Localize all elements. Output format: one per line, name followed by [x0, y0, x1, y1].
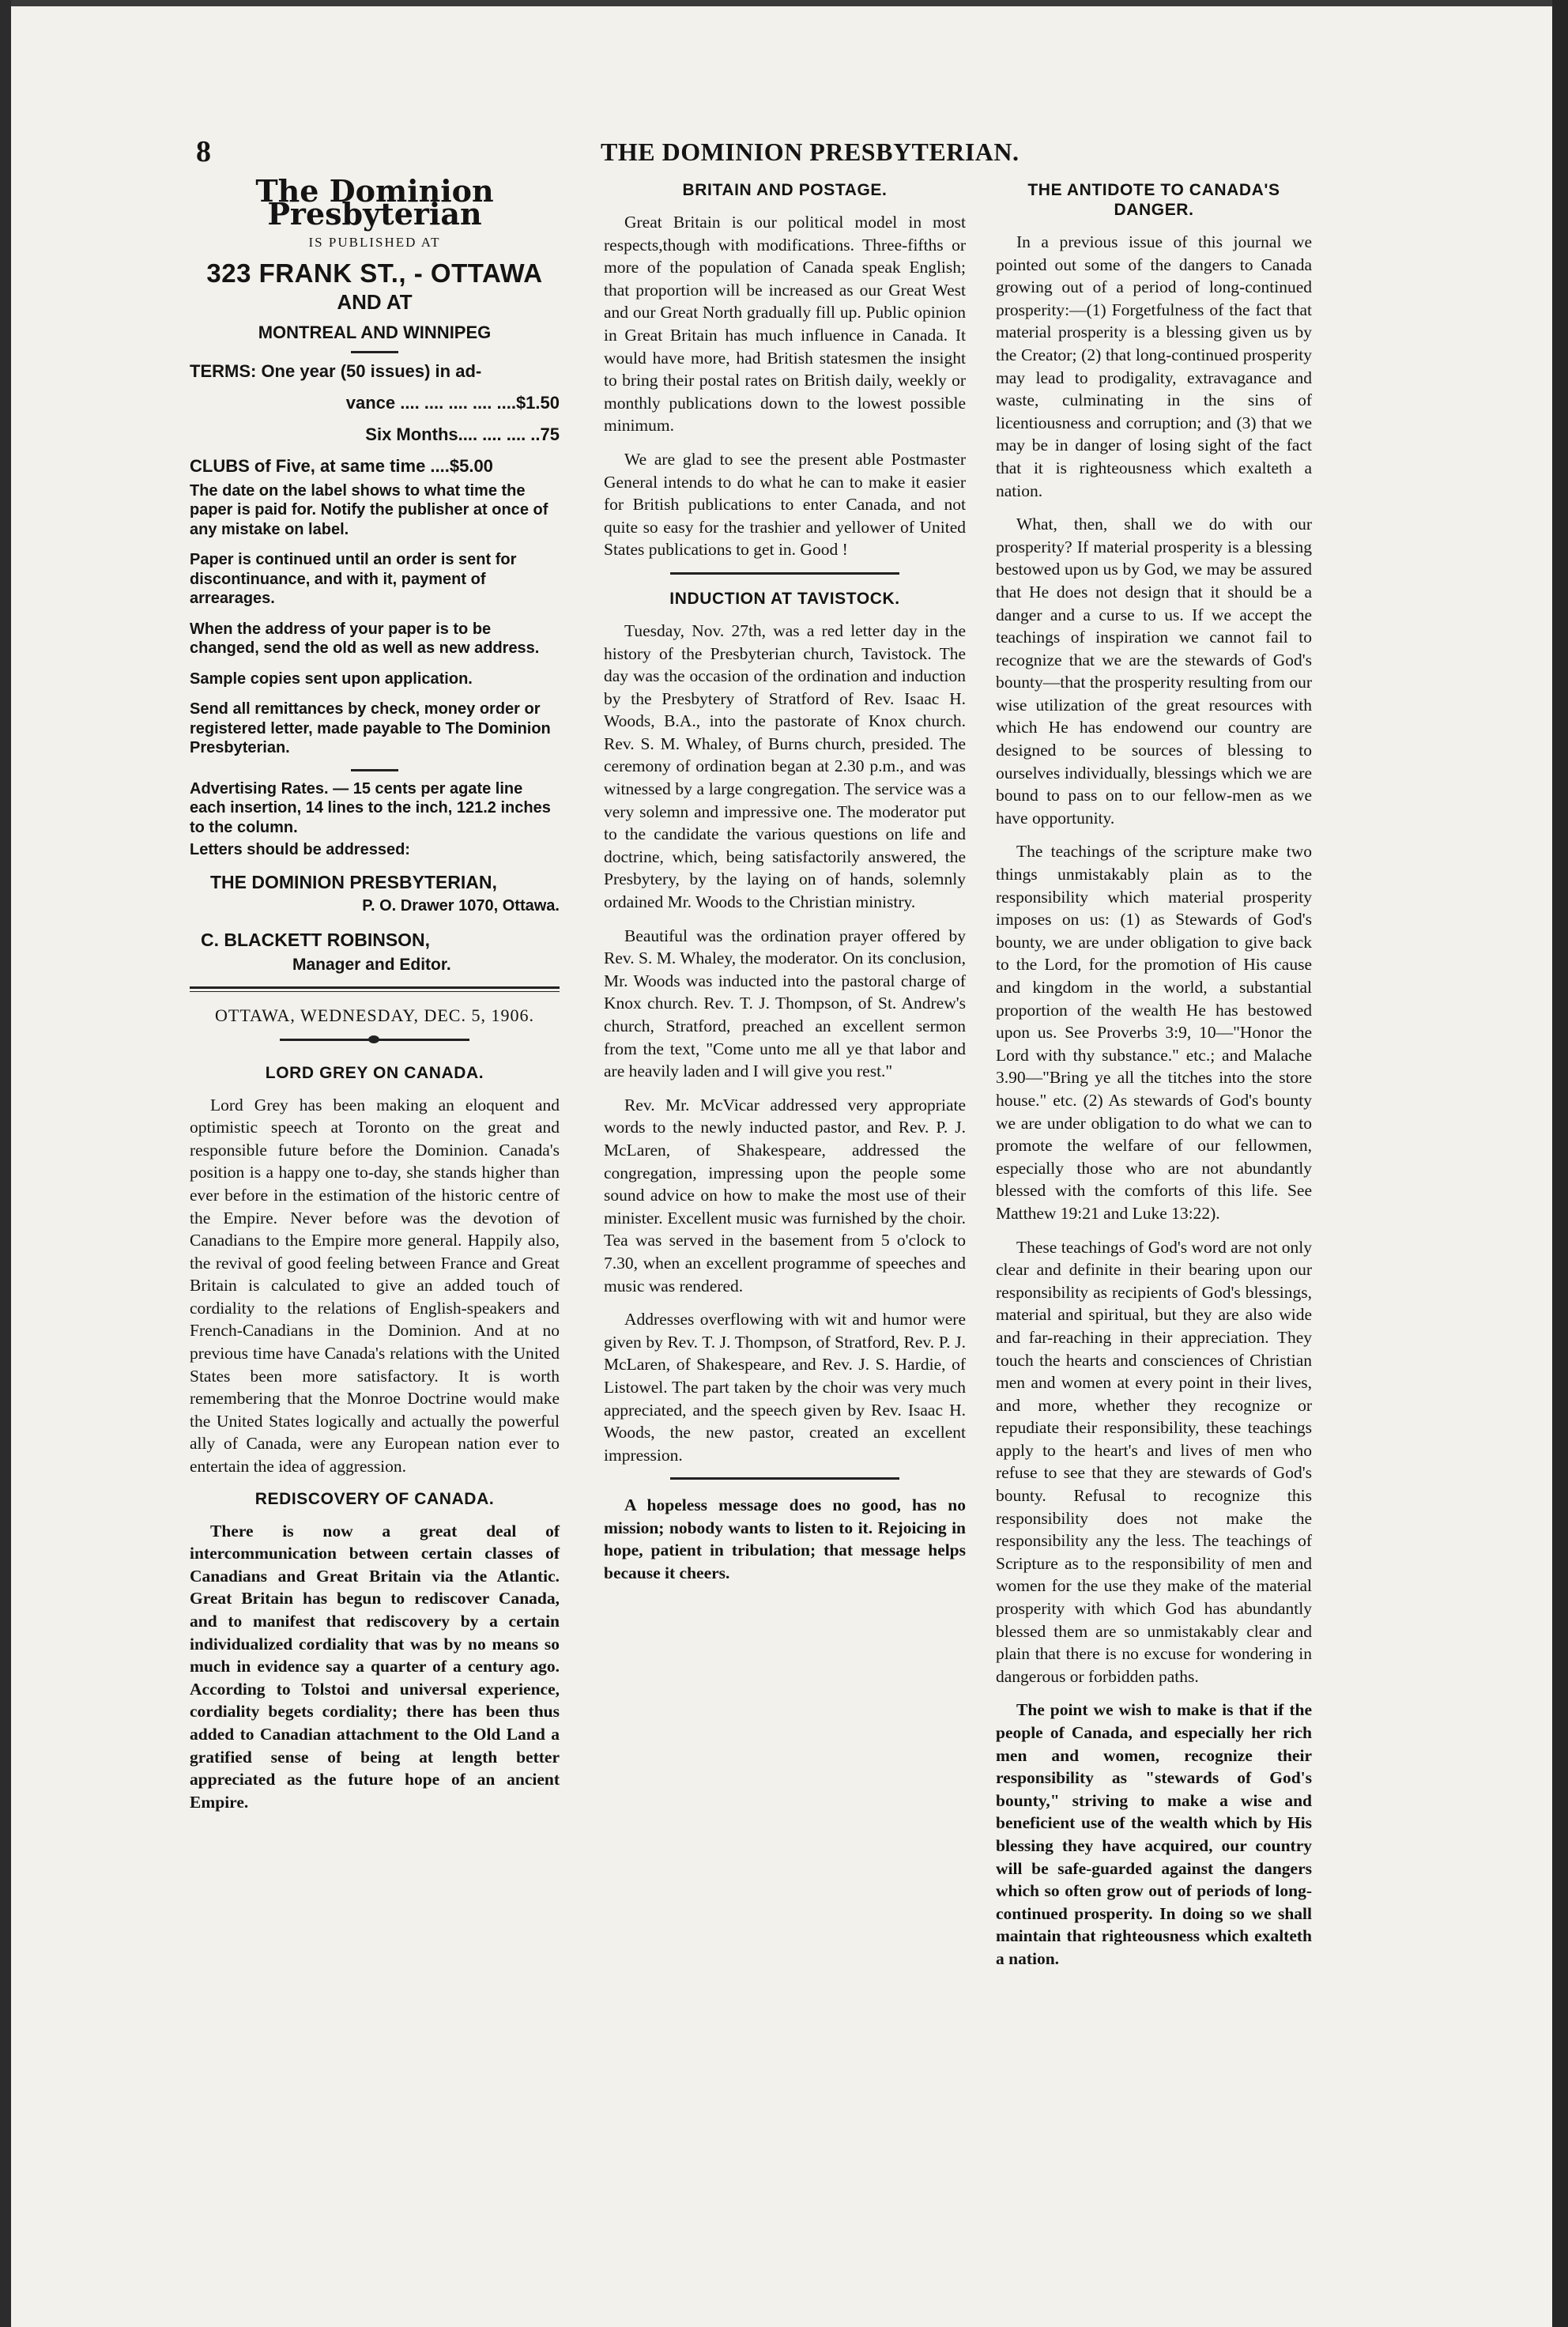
- column-middle: [604, 180, 966, 1596]
- terms-line-2: vance .... .... .... .... ....$1.50: [345, 392, 560, 413]
- masthead-cities: MONTREAL AND WINNIPEG: [258, 322, 492, 342]
- masthead-and-at: AND AT: [337, 290, 413, 315]
- heading-antidote: THE ANTIDOTE TO CANADA'S DANGER.: [1027, 181, 1280, 219]
- terms-line-3: Six Months.... .... .... ..75: [365, 424, 560, 444]
- britain-postage-paragraph-1: Great Britain is our political model in most respects,though with modifications. Three-fifths or more of the population of Canada speak English; that proportion will be increased as our Great West and our Great North gradually fill up. Public opinion in Great Britain has much influence in Canada. It would have more, had British statesmen the insight to bring their postal rates on British daily, weekly or monthly publications down to the lowest possible minimum.: [604, 213, 966, 436]
- address-line-1: THE DOMINION PRESBYTERIAN,: [210, 871, 497, 892]
- masthead-rule: [351, 351, 398, 353]
- heading-rediscovery: REDISCOVERY OF CANADA.: [254, 1489, 495, 1508]
- separator-rule-1: [670, 572, 899, 575]
- heading-lord-grey: LORD GREY ON CANADA.: [265, 1063, 484, 1082]
- antidote-paragraph-4: These teachings of God's word are not only clear and definite in their bearing upon our responsibility as recipients of God's blessings, material and spiritual, but they are also wide and far-reaching in their appreciation. They touch the hearts and consciences of Christian men and women at every point in their lives, and more, whether they recognize or repudiate their responsibility, these teachings apply to the heart's and lives of men who refuse to see that they are stewards of God's bounty. Refusal to recognize this responsibility does not make the responsibility any the less. The teachings of Scripture as to the responsibility of men and women for the use they make of the material prosperity with which God has abundantly blessed them are so unmistakably clear and plain that there is no excuse for wondering in dangerous or forbidden paths.: [996, 1237, 1312, 1686]
- hopeless-message-paragraph: A hopeless message does no good, has no mission; nobody wants to listen to it. Rejoicing in hope, patient in tribulation; that message helps because it cheers.: [604, 1495, 966, 1583]
- masthead-title: The Dominion Presbyterian: [255, 173, 494, 232]
- column-left: [190, 173, 560, 1824]
- scan-border-top: [0, 0, 1568, 6]
- antidote-paragraph-5: The point we wish to make is that if the people of Canada, and especially her rich men and women, recognize their responsibility as "stewards of God's bounty," striving to make a wise and beneficient use of the wealth which by His blessing they have acquired, our country will be safe-guarded against the dangers which so often grow out of periods of long-continued prosperity. In doing so we shall maintain that righteousness which exalteth a nation.: [996, 1700, 1312, 1968]
- editor-title: Manager and Editor.: [292, 956, 451, 975]
- notice-rule: [351, 769, 398, 771]
- induction-paragraph-2: Beautiful was the ordination prayer offered by Rev. S. M. Whaley, the moderator. On its conclusion, Mr. Woods was inducted into the pastoral charge of Knox church. Rev. T. J. Thompson, of St. Andrew's church, Stratford, preached an excellent sermon from the text, "Come unto me all ye that labor and are heavily laden and I will give you rest.": [604, 926, 966, 1081]
- terms-line-4: CLUBS of Five, at same time ....$5.00: [190, 455, 493, 476]
- address-line-2: P. O. Drawer 1070, Ottawa.: [362, 897, 560, 915]
- notice-remittances: Send all remittances by check, money order or registered letter, made payable to The Dominion Presbyterian.: [190, 700, 551, 757]
- masthead-address: 323 FRANK ST., - OTTAWA: [206, 258, 543, 288]
- running-title: THE DOMINION PRESBYTERIAN.: [601, 138, 1020, 166]
- newspaper-page: [190, 126, 1312, 2261]
- dateline: OTTAWA, WEDNESDAY, DEC. 5, 1906.: [215, 1005, 534, 1025]
- induction-paragraph-3: Rev. Mr. McVicar addressed very appropriate words to the newly inducted pastor, and Rev. P. J. McLaren, of Shakespeare, addressed the congregation, impressing upon the people some sound advice on how to make the most use of their minister. Excellent music was furnished by the choir. Tea was served in the basement from 5 o'clock to 7.30, when an excellent programme of speeches and music was rendered.: [604, 1095, 966, 1296]
- notice-discontinue: Paper is continued until an order is sent for discontinuance, and with it, payment of arrearages.: [190, 551, 517, 608]
- antidote-paragraph-1: In a previous issue of this journal we pointed out some of the dangers to Canada growing out of a period of long-continued prosperity:—(1) Forgetfulness of the fact that material prosperity is a blessing given us by the Creator; (2) that long-continued prosperity may lead to prodigality, extravagance and waste, culminating in the sins of licentiousness and corruption; and (3) that we may be in danger of losing sight of the fact that it is righteousness which exalteth a nation.: [996, 232, 1312, 500]
- separator-rule-2: [670, 1477, 899, 1480]
- scan-border-right: [1552, 0, 1568, 2327]
- column-right: [996, 180, 1312, 1982]
- letters-note: Letters should be addressed:: [190, 841, 410, 859]
- induction-paragraph-4: Addresses overflowing with wit and humor were given by Rev. T. J. Thompson, of Stratford, Rev. P. J. McLaren, of Shakespeare, and Rev. J. S. Hardie, of Listowel. The part taken by the choir was very much appreciated, and the speech given by Rev. Isaac H. Woods, the new pastor, created an excellent impression.: [604, 1310, 966, 1465]
- page-header: [190, 134, 1312, 174]
- advertising-rates: Advertising Rates. — 15 cents per agate line each insertion, 14 lines to the inch, 121.2 inches to the column.: [190, 779, 551, 836]
- dateline-rule: [190, 986, 560, 992]
- britain-postage-paragraph-2: We are glad to see the present able Postmaster General intends to do what he can to make it easier for British publications to enter Canada, and not quite so easy for the trashier and yellower of United States publications to get in. Good !: [604, 449, 966, 560]
- notice-sample-copies: Sample copies sent upon application.: [190, 669, 473, 688]
- heading-britain-postage: BRITAIN AND POSTAGE.: [682, 181, 888, 199]
- editor-name: C. BLACKETT ROBINSON,: [201, 929, 431, 950]
- page-number: 8: [196, 135, 211, 168]
- antidote-paragraph-2: What, then, shall we do with our prosperity? If material prosperity is a blessing bestowed upon us by God, we may be assured that He does not design that it should be a danger and a curse to us. If we accept the teachings of inspiration we cannot fail to recognize that we are the stewards of God's bounty—that the prosperity resulting from our wise utilization of the great resources with which He has endowend our country are designed to be sources of blessing to ourselves individually, blessings which we are bound to pass on to our fellow-men as we have opportunity.: [996, 515, 1312, 828]
- masthead-published-at: IS PUBLISHED AT: [308, 235, 441, 251]
- notice-label: The date on the label shows to what time the paper is paid for. Notify the publisher at once of any mistake on label.: [190, 481, 548, 538]
- antidote-paragraph-3: The teachings of the scripture make two things unmistakably plain as to the responsibility which material prosperity imposes on us: (1) as Stewards of God's bounty, we are under obligation to give back to the Lord, for the promotion of His cause and kingdom in the world, a substantial proportion of the wealth He has bestowed upon us. See Proverbs 3:9, 10—"Honor the Lord with thy substance." etc.; and Malache 3.90—"Bring ye all the titches into the store house." etc. (2) As stewards of God's bounty we are under obligation to do what we can to promote the welfare of our fellowmen, especially those who are not abundantly blessed with the comforts of this life. See Matthew 19:21 and Luke 13:22).: [996, 842, 1312, 1223]
- scan-border-left: [0, 0, 11, 2327]
- lord-grey-paragraph-1: Lord Grey has been making an eloquent and optimistic speech at Toronto on the great and responsible future before the Dominion. Canada's position is a happy one to-day, she stands higher than ever before in the estimation of the historic centre of the Empire. Never before was the devotion of Canadians to the Empire more general. Happily also, the revival of good feeling between France and Great Britain is calculated to give an added touch of cordiality to the relations of English-speakers and French-Canadians in the Dominion. And at no previous time have Canada's relations with the United States been more satisfactory. It is worth remembering that the Monroe Doctrine would make the United States logically and actually the powerful ally of Canada, were any European nation ever to entertain the idea of aggression.: [190, 1095, 560, 1477]
- ornament-rule: [280, 1039, 469, 1047]
- terms-line-1: TERMS: One year (50 issues) in ad-: [190, 360, 482, 381]
- rediscovery-paragraph-1: There is now a great deal of intercommunication between certain classes of Canadians and Great Britain via the Atlantic. Great Britain has begun to rediscover Canada, and to manifest that rediscovery by a certain individualized cordiality that was by no means so much in evidence say a quarter of a century ago. According to Tolstoi and universal experience, cordiality begets cordiality; there has been thus added to Canadian attachment to the Old Land a gratified sense of being at length better appreciated as the future hope of an ancient Empire.: [190, 1521, 560, 1812]
- heading-induction: INDUCTION AT TAVISTOCK.: [669, 589, 900, 608]
- notice-address-change: When the address of your paper is to be changed, send the old as well as new address.: [190, 620, 540, 658]
- induction-paragraph-1: Tuesday, Nov. 27th, was a red letter day in the history of the Presbyterian church, Tavistock. The day was the occasion of the ordination and induction by the Presbytery of Stratford of Rev. Isaac H. Woods, B.A., into the pastorate of Knox church. Rev. S. M. Whaley, of Burns church, presided. The ceremony of ordination began at 2.30 p.m., and was witnessed by a large congregation. The service was a very solemn and impressive one. The moderator put to the candidate the various questions on life and doctrine, which, being satisfactorily answered, the Presbytery, by the laying on of hands, solemnly ordained Mr. Woods to the Christian ministry.: [604, 620, 966, 912]
